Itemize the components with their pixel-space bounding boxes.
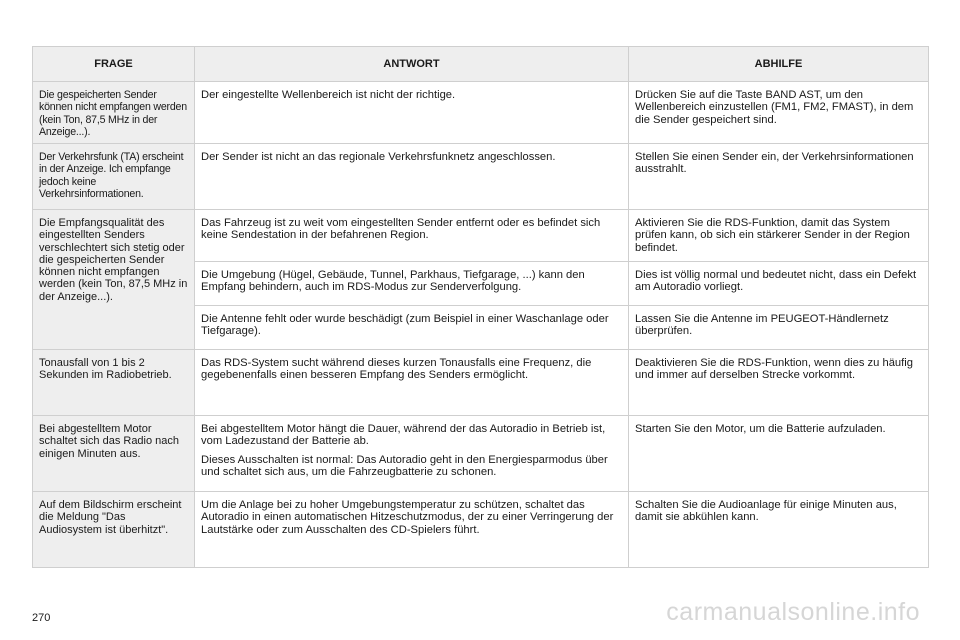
table-row <box>33 492 929 568</box>
answer-text: Der Sender ist nicht an das regionale Verkehrsfunknetz angeschlossen. <box>201 151 556 163</box>
header-answer: ANTWORT <box>195 47 629 82</box>
remedy-cell: Deaktivieren Sie die RDS-Funktion, wenn dies zu häufig und immer auf derselben Strecke vorkommt. <box>629 350 929 416</box>
remedy-cell: Starten Sie den Motor, um die Batterie aufzuladen. <box>629 416 929 492</box>
answer-text: Um die Anlage bei zu hoher Umgebungstemperatur zu schützen, schaltet das Autoradio in einen automatischen Hitzeschutzmodus, der zu einer Verringerung der Lautstärke oder zum Ausschalten des CD-Spielers führt. <box>201 499 614 536</box>
remedy-cell: Lassen Sie die Antenne im PEUGEOT-Händlernetz überprüfen. <box>629 306 929 350</box>
table-row <box>33 350 929 416</box>
answer-text: Die Antenne fehlt oder wurde beschädigt (zum Beispiel in einer Waschanlage oder Tiefgarage). <box>201 313 609 338</box>
answer-cell <box>195 306 629 350</box>
answer-cell <box>195 262 629 306</box>
remedy-cell: Schalten Sie die Audioanlage für einige Minuten aus, damit sie abkühlen kann. <box>629 492 929 568</box>
question-cell: Auf dem Bildschirm erscheint die Meldung "Das Audiosystem ist überhitzt". <box>33 492 195 568</box>
table-header-row <box>33 47 929 82</box>
troubleshooting-table <box>32 46 929 568</box>
question-cell: Der Verkehrsfunk (TA) erscheint in der Anzeige. Ich empfange jedoch keine Verkehrsinformationen. <box>33 144 195 210</box>
table-row <box>33 210 929 262</box>
question-cell: Die gespeicherten Sender können nicht empfangen werden (kein Ton, 87,5 MHz in der Anzeige...). <box>33 82 195 144</box>
header-question: FRAGE <box>33 47 195 82</box>
answer-cell <box>195 144 629 210</box>
question-cell: Bei abgestelltem Motor schaltet sich das Radio nach einigen Minuten aus. <box>33 416 195 492</box>
table-row <box>33 144 929 210</box>
remedy-cell: Dies ist völlig normal und bedeutet nicht, dass ein Defekt am Autoradio vorliegt. <box>629 262 929 306</box>
answer-cell <box>195 492 629 568</box>
remedy-cell: Aktivieren Sie die RDS-Funktion, damit das System prüfen kann, ob sich ein stärkerer Sender in der Region befindet. <box>629 210 929 262</box>
answer-text: Das Fahrzeug ist zu weit vom eingestellten Sender entfernt oder es befindet sich keine Sendestation in der befahrenen Region. <box>201 217 601 242</box>
answer-text: Die Umgebung (Hügel, Gebäude, Tunnel, Parkhaus, Tiefgarage, ...) kann den Empfang behindern, auch im RDS-Modus zur Senderverfolgung. <box>201 269 585 294</box>
question-cell: Die Empfangsqualität des eingestellten Senders verschlechtert sich stetig oder die gespeicherten Sender können nicht empfangen werden (kein Ton, 87,5 MHz in der Anzeige...). <box>33 210 195 350</box>
table-row <box>33 82 929 144</box>
remedy-cell: Stellen Sie einen Sender ein, der Verkehrsinformationen ausstrahlt. <box>629 144 929 210</box>
answer-cell <box>195 350 629 416</box>
question-cell: Tonausfall von 1 bis 2 Sekunden im Radiobetrieb. <box>33 350 195 416</box>
answer-cell <box>195 82 629 144</box>
answer-cell <box>195 416 629 492</box>
remedy-cell: Drücken Sie auf die Taste BAND AST, um den Wellenbereich einzustellen (FM1, FM2, FMAST), in dem die Sender gespeichert sind. <box>629 82 929 144</box>
table-body <box>33 82 929 568</box>
answer-text: Der eingestellte Wellenbereich ist nicht der richtige. <box>201 89 456 101</box>
page-number: 270 <box>32 612 51 624</box>
answer-cell <box>195 210 629 262</box>
watermark: carmanualsonline.info <box>666 598 920 626</box>
table-row <box>33 416 929 492</box>
answer-text: Dieses Ausschalten ist normal: Das Autoradio geht in den Energiesparmodus über und schaltet sich aus, um die Fahrzeugbatterie zu schonen. <box>201 453 608 478</box>
answer-text: Das RDS-System sucht während dieses kurzen Tonausfalls eine Frequenz, die gegebenenfalls einen besseren Empfang des Senders ermöglicht. <box>201 357 592 382</box>
header-remedy: ABHILFE <box>629 47 929 82</box>
answer-text: Bei abgestelltem Motor hängt die Dauer, während der das Autoradio in Betrieb ist, vom Ladezustand der Batterie ab. <box>201 423 606 448</box>
